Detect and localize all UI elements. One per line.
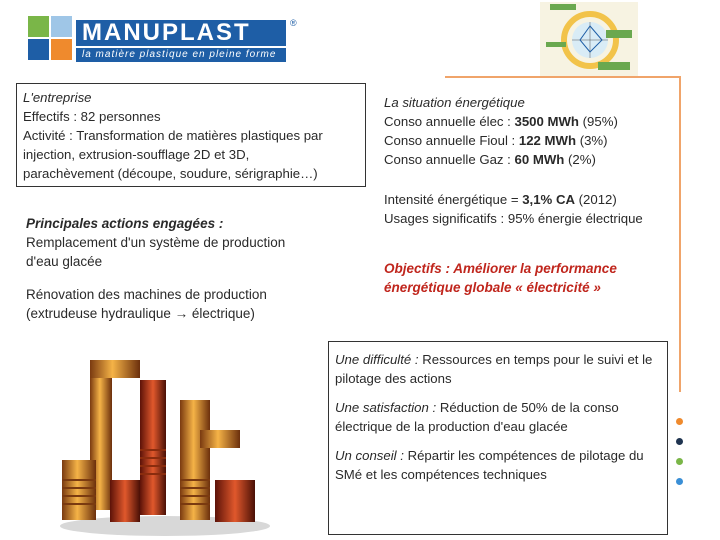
action-item-line: (extrudeuse hydraulique → électrique) [26, 306, 255, 321]
actions-section [26, 214, 346, 323]
company-info-box [16, 83, 366, 187]
energy-gaz-line: Conso annuelle Gaz : 60 MWh (2%) [384, 152, 596, 167]
actions-title: Principales actions engagées : [26, 216, 224, 231]
company-line: parachèvement (découpe, soudure, sérigraphie…) [23, 166, 318, 181]
orange-divider-vertical [679, 76, 681, 392]
energy-intensity [384, 190, 684, 228]
difficulty-item: Une difficulté : Ressources en temps pour le suivi et le pilotage des actions [335, 352, 653, 386]
blue-dot-icon [676, 478, 683, 485]
green-dot-icon [676, 458, 683, 465]
logo-tagline: la matière plastique en pleine forme [76, 48, 286, 62]
orange-divider-horizontal [445, 76, 680, 78]
intensity-line: Intensité énergétique = 3,1% CA (2012) [384, 192, 617, 207]
navy-dot-icon [676, 438, 683, 445]
action-item-line: Remplacement d'un système de production [26, 235, 286, 250]
company-title: L'entreprise [23, 90, 92, 105]
company-logo [28, 16, 298, 76]
company-line: Activité : Transformation de matières plastiques par [23, 128, 323, 143]
satisfaction-item: Une satisfaction : Réduction de 50% de la conso électrique de la production d'eau glacée [335, 400, 619, 434]
energy-elec-line: Conso annuelle élec : 3500 MWh (95%) [384, 114, 618, 129]
energy-title: La situation énergétique [384, 95, 525, 110]
logo-registered-mark: ® [290, 18, 297, 28]
logo-wordmark: MANUPLAST [76, 20, 286, 46]
orange-dot-icon [676, 418, 683, 425]
company-line: Effectifs : 82 personnes [23, 109, 161, 124]
energy-fioul-line: Conso annuelle Fioul : 122 MWh (3%) [384, 133, 608, 148]
action-item-line: d'eau glacée [26, 254, 103, 269]
objectives: Objectifs : Améliorer la performance énergétique globale « électricité » [384, 261, 617, 295]
action-item-line: Rénovation des machines de production [26, 287, 267, 302]
advice-item: Un conseil : Répartir les compétences de pilotage du SMé et les compétences techniques [335, 448, 644, 482]
energy-management-diagram-icon [540, 2, 638, 76]
logo-squares-icon [28, 16, 74, 62]
usages-line: Usages significatifs : 95% énergie électrique [384, 211, 643, 226]
energy-situation [384, 93, 674, 169]
company-line: injection, extrusion-soufflage 2D et 3D, [23, 147, 250, 162]
plastic-pipes-photo [50, 340, 280, 536]
feedback-box [328, 341, 668, 535]
